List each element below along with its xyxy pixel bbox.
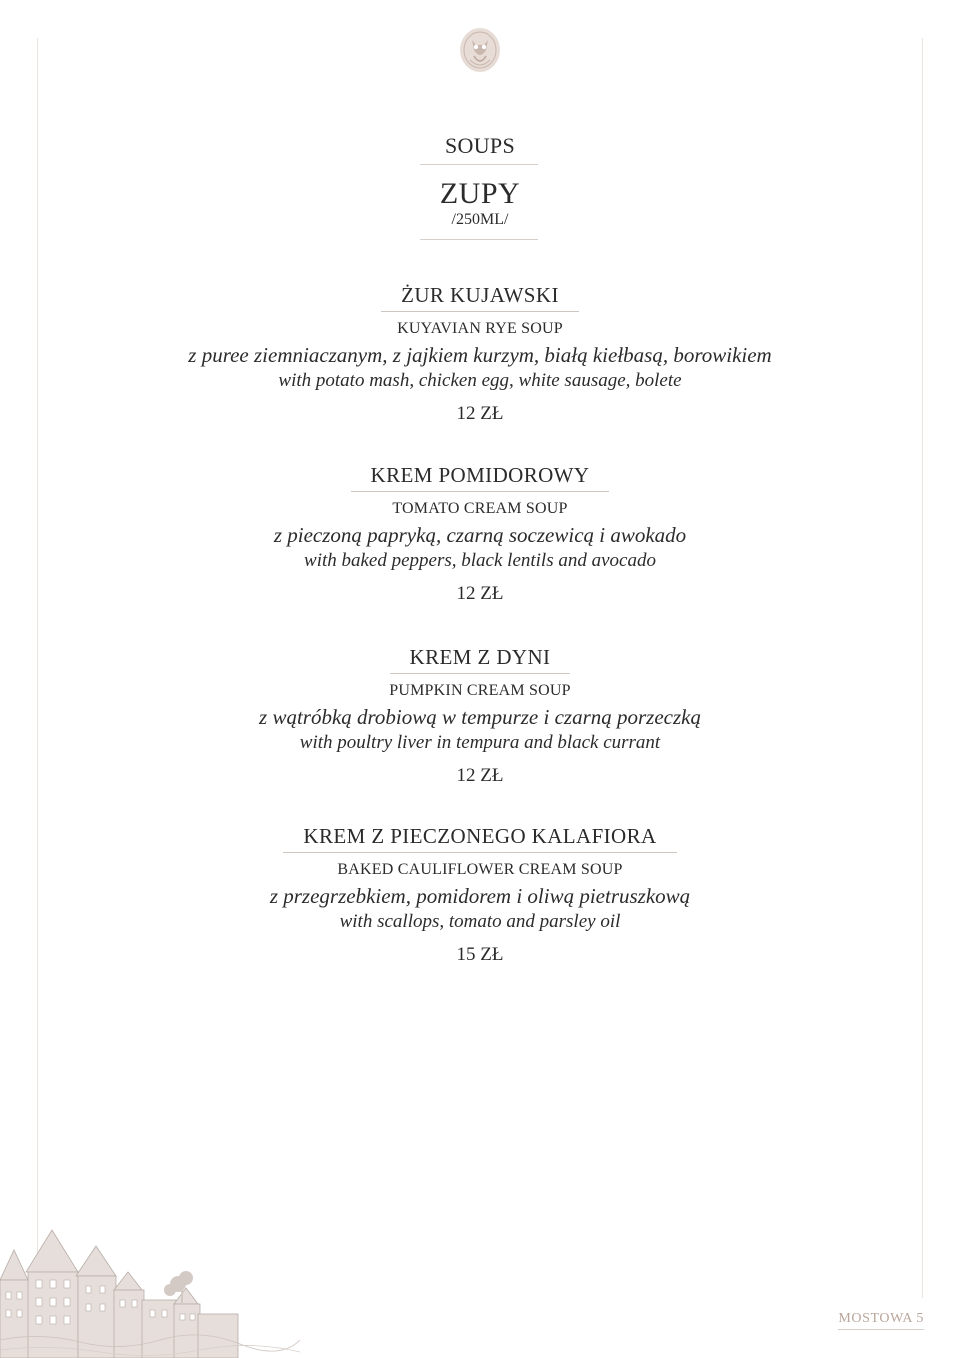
dish-description-en: with baked peppers, black lentils and avocado	[304, 550, 656, 571]
dish-description-pl: z przegrzebkiem, pomidorem i oliwą pietruszkową	[269, 884, 691, 908]
dish-description-en: with potato mash, chicken egg, white sausage, bolete	[278, 370, 682, 391]
dish-description-en: with scallops, tomato and parsley oil	[339, 911, 621, 932]
owl-emblem-icon	[458, 26, 502, 74]
dish-price: 12 ZŁ	[456, 583, 504, 604]
dish-name-en: TOMATO CREAM SOUP	[392, 500, 568, 517]
dish-name-pl: KREM Z DYNI	[390, 644, 571, 674]
dish-description-pl: z puree ziemniaczanym, z jajkiem kurzym, białą kiełbasą, borowikiem	[188, 343, 772, 367]
dish-name-en: KUYAVIAN RYE SOUP	[397, 320, 563, 337]
dish-price: 15 ZŁ	[456, 944, 504, 965]
section-divider-bottom	[420, 239, 538, 240]
dish-name-en: PUMPKIN CREAM SOUP	[389, 682, 571, 699]
dish-price: 12 ZŁ	[456, 765, 504, 786]
section-title-en: SOUPS	[445, 133, 515, 158]
dish-name-pl: KREM POMIDOROWY	[351, 462, 610, 492]
dish-name-pl: ŻUR KUJAWSKI	[381, 282, 579, 312]
old-town-skyline-illustration	[0, 1180, 300, 1358]
portion-volume: /250ML/	[451, 211, 509, 228]
section-divider-top	[420, 164, 538, 165]
dish-description-pl: z pieczoną papryką, czarną soczewicą i awokado	[273, 523, 687, 547]
menu-item	[0, 644, 960, 788]
menu-item	[0, 462, 960, 606]
dish-price: 12 ZŁ	[456, 403, 504, 424]
menu-item	[0, 823, 960, 967]
section-title-pl: ZUPY	[439, 177, 521, 210]
dish-description-pl: z wątróbką drobiową w tempurze i czarną porzeczką	[259, 705, 701, 729]
dish-name-en: BAKED CAULIFLOWER CREAM SOUP	[337, 861, 623, 878]
menu-item	[0, 282, 960, 426]
dish-description-en: with poultry liver in tempura and black currant	[299, 732, 661, 753]
restaurant-address: MOSTOWA 5	[838, 1311, 924, 1330]
dish-name-pl: KREM Z PIECZONEGO KALAFIORA	[283, 823, 676, 853]
